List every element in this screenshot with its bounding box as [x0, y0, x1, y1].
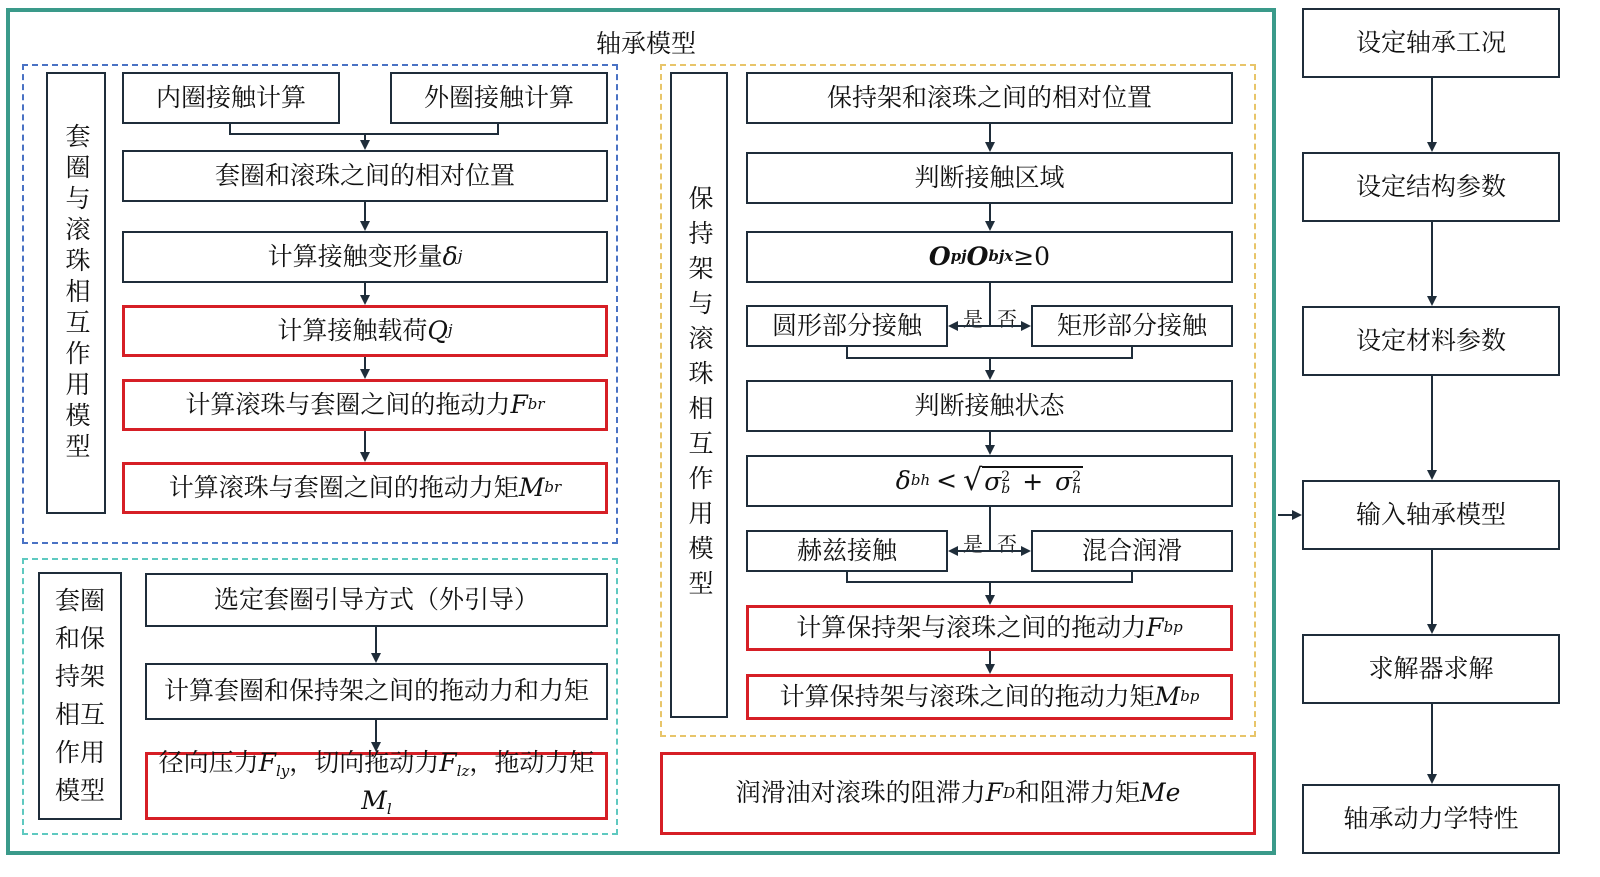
mixed-lubrication-box: 混合润滑 [1031, 530, 1233, 572]
cage-ball-relative-position-box: 保持架和滚珠之间的相对位置 [746, 72, 1233, 124]
sqrt-radicand: σ 2 b + σ 2 h [984, 466, 1082, 497]
cage-ball-vertical-label: 保持架与滚珠相互作用模型 [670, 72, 728, 718]
flow-step-4: 输入轴承模型 [1302, 480, 1560, 550]
flow-step-2: 设定结构参数 [1302, 152, 1560, 222]
hertz-contact-box: 赫兹接触 [746, 530, 948, 572]
cage-ball-drag-force-box: 计算保持架与滚珠之间的拖动力 F bp [746, 605, 1233, 651]
sqrt-sign-icon: √ [963, 462, 983, 498]
yes-label-1: 是 [963, 307, 983, 331]
ring-ball-vertical-label: 套圈与滚珠相互作用模型 [46, 72, 106, 514]
ring-cage-drag-box: 计算套圈和保持架之间的拖动力和力矩 [145, 663, 608, 720]
merge-line-c2 [847, 572, 1132, 582]
merge-line-outer [365, 124, 498, 134]
flow-step-3: 设定材料参数 [1302, 306, 1560, 376]
contact-region-box: 判断接触区域 [746, 152, 1233, 204]
yes-label-2: 是 [963, 532, 983, 556]
rect-contact-box: 矩形部分接触 [1031, 305, 1233, 347]
contact-deformation-box: 计算接触变形量 δ j [122, 231, 608, 283]
ring-ball-relative-position-box: 套圈和滚珠之间的相对位置 [122, 150, 608, 202]
merge-line-inner [230, 124, 365, 134]
circle-contact-box: 圆形部分接触 [746, 305, 948, 347]
flow-step-5: 求解器求解 [1302, 634, 1560, 704]
no-label-1: 否 [997, 307, 1017, 331]
contact-state-box: 判断接触状态 [746, 380, 1233, 432]
ring-cage-forces-text: 径向压力$F_{ly}$，切向拖动力$F_{lz}$，拖动力矩$M_l$ [158, 748, 595, 818]
no-label-2: 否 [997, 532, 1017, 556]
bearing-model-title: 轴承模型 [595, 29, 696, 58]
outer-ring-contact-box: 外圈接触计算 [390, 72, 608, 124]
ring-guide-box: 选定套圈引导方式（外引导） [145, 573, 608, 627]
inner-ring-contact-box: 内圈接触计算 [122, 72, 340, 124]
merge-line-c1 [847, 347, 1132, 358]
flow-step-6: 轴承动力学特性 [1302, 784, 1560, 854]
ball-ring-drag-moment-box: 计算滚珠与套圈之间的拖动力矩 M br [122, 462, 608, 514]
lubrication-inequality-box: δ bh < √ σ 2 b + σ 2 h [746, 455, 1233, 507]
ball-ring-drag-force-box: 计算滚珠与套圈之间的拖动力 F br [122, 379, 608, 431]
flow-step-1: 设定轴承工况 [1302, 8, 1560, 78]
contact-load-box: 计算接触载荷 Q j [122, 305, 608, 357]
ring-cage-vertical-label: 套圈和保持架相互作用模型 [38, 572, 122, 820]
contact-condition-box: O pj O bjx ≥0 [746, 231, 1233, 283]
cage-ball-drag-moment-box: 计算保持架与滚珠之间的拖动力矩 M bp [746, 674, 1233, 720]
oil-resistance-box: 润滑油对滚珠的阻滞力 F D 和阻滞力矩 Me [660, 752, 1256, 835]
